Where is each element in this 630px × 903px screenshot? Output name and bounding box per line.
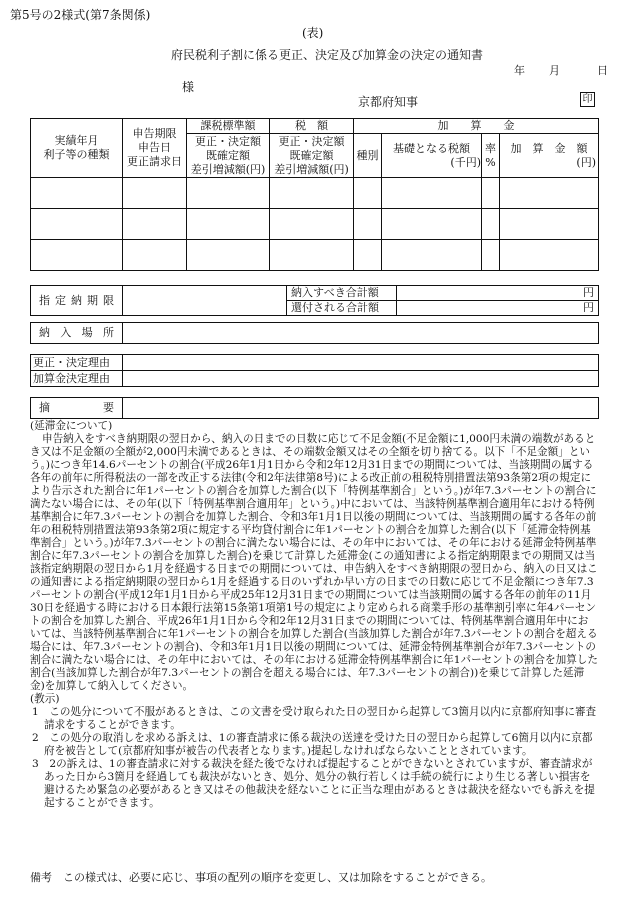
pay-total-label: 納入すべき合計額 (287, 286, 397, 301)
header-deadline-dates: 申告期限 申告日 更正請求日 (123, 119, 187, 178)
refund-total-field[interactable]: 円 (397, 301, 599, 316)
refund-total-label: 還付される合計額 (287, 301, 397, 316)
table-row (31, 209, 599, 240)
pay-total-field[interactable]: 円 (397, 286, 599, 301)
header-tax-group: 税 額 (270, 119, 354, 134)
form-number: 第5号の2様式(第7条関係) (10, 8, 151, 22)
delinquency-body: 申告納入をすべき納期限の翌日から、納入の日までの日数に応じて不足金額(不足金額に1,000円未満の端数があるとき又は不足金額の全額が2,000円未満であるときは、その端数金額又はその全額を切り捨てる。以下「不足金額」という。)につき年14.6パーセントの割合(平成26年1月1日から令和2年12月31日までの期間については、当該期間の属する各年の前年に所得税法の一部を改正する法律(令和2年法律第8号)による改正前の租税特別措置法第93条第2項の規定により告示された割合に年1パーセントの割合を加算した割合(以下「特例基準割合」という。)が年7.3パーセントの割合に満たない場合には、その年(以下「特例基準割合適用年」という。)中においては、当該特例基準割合適用年における特例基準割合に年7.3パーセントの割合を加算した割合、令和3年1月1日以後の期間については、当該期間の属する各年の前年の租税特別措置法第93条第2項に規定する平均貸付割合に年1パーセントの割合を加算した割合(以下「延滞金特例基準割合」という。)が年7.3パーセントの割合に満たない場合には、その年中においては、その年における延滞金特例基準割合に年7.3パーセントの割合を加算した割合)を乗じて計算した延滞金(この通知書による指定納期限までの期間又は当該指定納期限の翌日から1月を経過する日までの期間については、申告納入をすべき納期限の翌日から、納入の日又はこの通知書による指定納期限の翌日から1月を経過する日のいずれか早い方の日までの日数に応じて不足金額につき年7.3パーセントの割合(平成12年1月1日から平成25年12月31日までの期間については当該期間の属する各年の前年の11月30日を経過する時における日本銀行法第15条第1項第1号の規定により定められる商業手形の基準割引率に年4パーセントの割合を加算した割合、平成26年1月1日から令和2年12月31日までの期間については、特例基準割合適用年中においては、当該特例基準割合に年1パーセントの割合を加算した割合(当該加算した割合が年7.3パーセントの割合を超える場合には、年7.3パーセントの割合)、令和3年1月1日以後の期間については、延滞金特例基準割合が年7.3パーセントの割合に満たない場合には、その年中においては、その年における延滞金特例基準割合に年1パーセントの割合を加算した割合(当該加算した割合が年7.3パーセントの割合を超える場合には、年7.3パーセントの割合))を乗じて計算した延滞金)を加算して納入してください。 (30, 433, 598, 692)
instruction-item: 2 この処分の取消しを求める訴えは、1の審査請求に係る裁決の送達を受けた日の翌日から起算して6箇月以内に京都府を被告として(京都府知事が被告の代表者となります。)提起しなければならないこととされています。 (32, 732, 593, 757)
assessment-table (30, 118, 599, 271)
header-basis-tax: 基礎となる税額 (千円) (382, 134, 482, 178)
kasan-reason-field[interactable] (123, 371, 599, 387)
issuer-name: 京都府知事 (358, 95, 419, 109)
header-kind: 種別 (354, 134, 382, 178)
document-title: 府民税利子割に係る更正、決定及び加算金の決定の通知書 (171, 48, 484, 62)
correction-reason-label: 更正・決定理由 (31, 355, 123, 371)
delinquency-heading: (延滞金について) (30, 420, 113, 432)
instruction-heading: (教示) (30, 693, 60, 705)
instruction-item: 1 この処分について不服があるときは、この文書を受け取られた日の翌日から起算して3箇月以内に京都府知事に審査請求をすることができます。 (32, 706, 597, 731)
header-rate: 率 % (482, 134, 500, 178)
summary-field[interactable] (123, 398, 599, 419)
header-tax-base-group: 課税標準額 (187, 119, 270, 134)
payment-place-field[interactable] (123, 323, 599, 344)
header-kasan-amount: 加 算 金 額 (円) (500, 134, 599, 178)
kasan-reason-label: 加算金決定理由 (31, 371, 123, 387)
reasons-block (30, 354, 599, 387)
remarks-note: 備考 この様式は、必要に応じ、事項の配列の順序を変更し、又は加除をすることができる。 (30, 871, 492, 884)
due-date-field[interactable] (123, 286, 287, 316)
delinquency-section (30, 420, 598, 810)
payment-place-label: 納入場所 (31, 323, 123, 344)
page-side-label: (表) (302, 26, 324, 40)
header-tax-base-sub: 更正・決定額 既確定額 差引増減額(円) (187, 134, 270, 178)
header-tax-sub: 更正・決定額 既確定額 差引増減額(円) (270, 134, 354, 178)
correction-reason-field[interactable] (123, 355, 599, 371)
addressee-honorific: 様 (182, 80, 195, 94)
date-year-label: 年 (514, 64, 525, 77)
payment-place-block (30, 322, 599, 344)
header-kasan-group: 加 算 金 (354, 119, 599, 134)
summary-label: 摘 要 (31, 398, 123, 419)
table-row (31, 240, 599, 271)
table-row (31, 178, 599, 209)
due-date-block (30, 285, 599, 316)
due-date-label: 指定納期限 (31, 286, 123, 316)
instruction-item: 3 2の訴えは、1の審査請求に対する裁決を経た後でなければ提起することができないとされていますが、審査請求があった日から3箇月を経過しても裁決がないとき、処分、処分の執行若しくは手続の続行により生じる著しい損害を避けるため緊急の必要があるとき又はその他裁決を経ないことに正当な理由があるときは裁決を経ないでも訴えを提起することができます。 (32, 758, 595, 809)
summary-block (30, 397, 599, 419)
date-month-label: 月 (549, 64, 560, 77)
date-day-label: 日 (597, 64, 608, 77)
seal-mark: 印 (580, 92, 595, 107)
header-period-type: 実績年月 利子等の種類 (31, 119, 123, 178)
